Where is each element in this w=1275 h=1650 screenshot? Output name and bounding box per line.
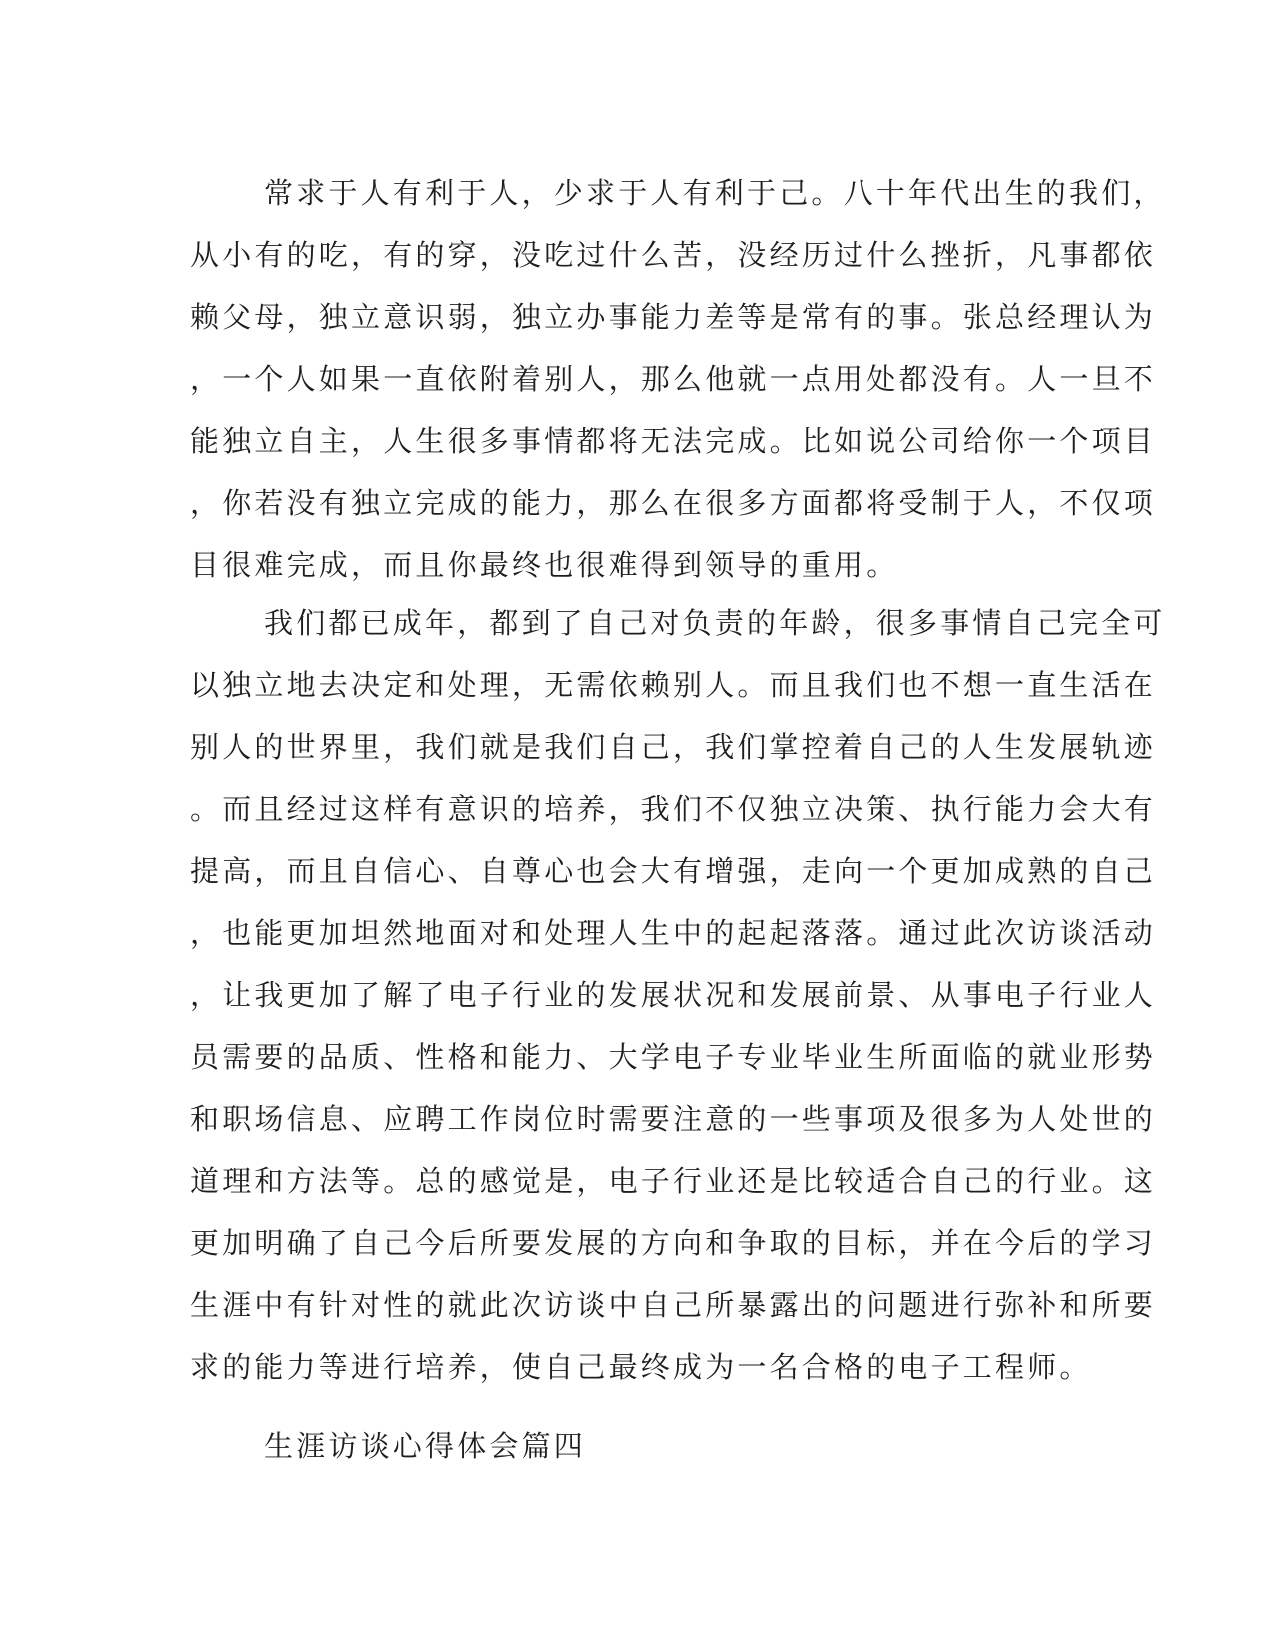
paragraph-line: 别人的世界里，我们就是我们自己，我们掌控着自己的人生发展轨迹 [190,730,1157,764]
paragraph-line: 。而且经过这样有意识的培养，我们不仅独立决策、执行能力会大有 [190,792,1157,826]
paragraph-line: ，一个人如果一直依附着别人，那么他就一点用处都没有。人一旦不 [190,362,1157,396]
section-heading [190,1415,1080,1477]
paragraph-2 [190,592,1166,1398]
paragraph-line: ，你若没有独立完成的能力，那么在很多方面都将受制于人，不仅项 [190,486,1157,520]
paragraph-line: 道理和方法等。总的感觉是，电子行业还是比较适合自己的行业。这 [190,1164,1157,1198]
paragraph-line: 目很难完成，而且你最终也很难得到领导的重用。 [190,548,899,582]
paragraph-line: 提高，而且自信心、自尊心也会大有增强，走向一个更加成熟的自己 [190,854,1157,888]
paragraph-line: 更加明确了自己今后所要发展的方向和争取的目标，并在今后的学习 [190,1226,1157,1260]
paragraph-line: 常求于人有利于人，少求于人有利于己。八十年代出生的我们， [264,176,1166,210]
paragraph-line: 员需要的品质、性格和能力、大学电子专业毕业生所面临的就业形势 [190,1040,1157,1074]
paragraph-line: 以独立地去决定和处理，无需依赖别人。而且我们也不想一直生活在 [190,668,1157,702]
paragraph-line: ，让我更加了解了电子行业的发展状况和发展前景、从事电子行业人 [190,978,1157,1012]
paragraph-line: 我们都已成年，都到了自己对负责的年龄，很多事情自己完全可 [264,606,1166,640]
paragraph-line: 生涯中有针对性的就此次访谈中自己所暴露出的问题进行弥补和所要 [190,1288,1157,1322]
section-heading-text: 生涯访谈心得体会篇四 [264,1429,587,1463]
paragraph-line: 能独立自主，人生很多事情都将无法完成。比如说公司给你一个项目 [190,424,1157,458]
paragraph-1 [190,162,1166,596]
paragraph-line: 赖父母，独立意识弱，独立办事能力差等是常有的事。张总经理认为 [190,300,1157,334]
paragraph-line: 和职场信息、应聘工作岗位时需要注意的一些事项及很多为人处世的 [190,1102,1157,1136]
paragraph-line: 从小有的吃，有的穿，没吃过什么苦，没经历过什么挫折，凡事都依 [190,238,1157,272]
paragraph-line: ，也能更加坦然地面对和处理人生中的起起落落。通过此次访谈活动 [190,916,1157,950]
paragraph-line: 求的能力等进行培养，使自己最终成为一名合格的电子工程师。 [190,1350,1092,1384]
